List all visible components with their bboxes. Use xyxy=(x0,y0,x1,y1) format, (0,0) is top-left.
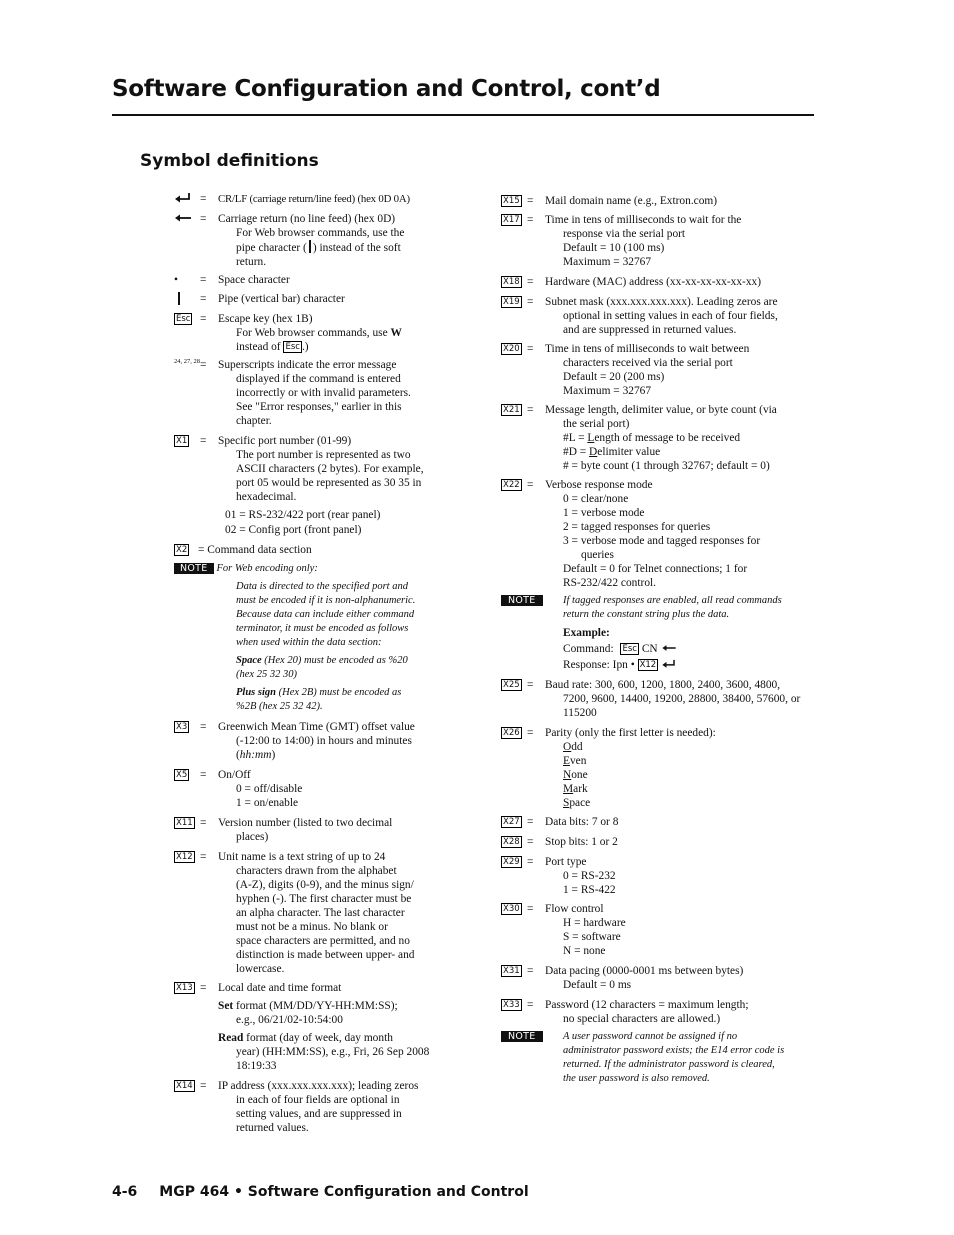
footer-text: MGP 464 • Software Configuration and Control xyxy=(159,1184,529,1200)
entry-x33: X33 = Password (12 characters = maximum length; no special characters are allowed.) xyxy=(503,999,749,1025)
note-tagged-responses: NOTE If tagged responses are enabled, all read commands return the constant string plus the data. Example: Command: Esc CN Response: Ipn • X12 xyxy=(501,594,819,672)
entry-x12: X12 = Unit name is a text string of up to 24 characters drawn from the alphabet (A-Z), digits (0-9), and the minus sign/ hyphen (-). The first character must be an alpha character. The last character must not be a minus. No blank or space characters are permitted, and no distinction is made between upper- and lowercase. xyxy=(176,851,415,975)
x27-box: X27 xyxy=(503,817,520,827)
entry-crlf: = CR/LF (carriage return/line feed) (hex 0D 0A) xyxy=(174,192,464,206)
x12-box: X12 xyxy=(176,852,193,862)
x1-box: X1 xyxy=(176,436,188,446)
entry-x5: X5 = On/Off 0 = off/disable 1 = on/enable xyxy=(176,769,303,809)
page-title: Software Configuration and Control, cont’d xyxy=(112,76,661,102)
entry-x20: X20 = Time in tens of milliseconds to wait between characters received via the serial port Default = 20 (200 ms) Maximum = 32767 xyxy=(503,343,750,397)
note-badge: NOTE xyxy=(501,1031,543,1042)
entry-superscripts: 24, 27, 28 = Superscripts indicate the error message displayed if the command is entered incorrectly or with invalid parameters. See "Error responses," earlier in this chapter. xyxy=(174,358,411,427)
x22-box: X22 xyxy=(503,480,520,490)
pipe-icon xyxy=(174,292,200,306)
x19-box: X19 xyxy=(503,297,520,307)
crlf-arrow-icon xyxy=(174,192,200,206)
x25-box: X25 xyxy=(503,680,520,690)
entry-x14: X14 = IP address (xxx.xxx.xxx.xxx); leading zeros in each of four fields are optional in setting values, and are suppressed in returned values. xyxy=(176,1080,419,1134)
note-web-encoding: NOTE For Web encoding only: Data is directed to the specified port and must be encoded if it is non-alphanumeric. Because data can include either command terminator, it must be encoded as follows when used within the data section: Space (Hex 20) must be encoded as %20 (hex 25 32 30) Plus sign (Hex 2B) must be encoded as %2B (hex 25 32 42). xyxy=(174,561,464,714)
entry-x3: X3 = Greenwich Mean Time (GMT) offset value (-12:00 to 14:00) in hours and minutes (hh:mm) xyxy=(176,721,415,761)
x5-box: X5 xyxy=(176,770,188,780)
entry-cr: = Carriage return (no line feed) (hex 0D) For Web browser commands, use the pipe character ( ) instead of the soft return. xyxy=(174,212,464,269)
entry-x1: X1 = Specific port number (01-99) The port number is represented as two ASCII characters (2 bytes). For example, port 05 would be represented as 30 35 in hexadecimal. 01 = RS-232/422 port (rear panel) 02 = Config port (front panel) xyxy=(176,435,424,536)
cr-arrow-icon xyxy=(661,643,677,653)
entry-esc: Esc = Escape key (hex 1B) For Web browser commands, use W instead of Esc .) xyxy=(176,313,402,353)
cr-arrow-icon xyxy=(174,212,200,226)
x14-box: X14 xyxy=(176,1081,193,1091)
x29-box: X29 xyxy=(503,857,520,867)
entry-x17: X17 = Time in tens of milliseconds to wait for the response via the serial port Default = 10 (100 ms) Maximum = 32767 xyxy=(503,214,742,268)
pipe-char-icon xyxy=(309,240,311,253)
entry-x19: X19 = Subnet mask (xxx.xxx.xxx.xxx). Leading zeros are optional in setting values in each of four fields, and are suppressed in returned values. xyxy=(503,296,778,336)
x28-box: X28 xyxy=(503,837,520,847)
x15-box: X15 xyxy=(503,196,520,206)
entry-x18: X18 = Hardware (MAC) address (xx-xx-xx-xx-xx-xx) xyxy=(503,276,762,288)
x17-box: X17 xyxy=(503,215,520,225)
page-number: 4-6 xyxy=(112,1184,138,1200)
x26-box: X26 xyxy=(503,728,520,738)
esc-key-box-inline: Esc xyxy=(285,342,300,352)
x2-box: X2 xyxy=(176,545,188,555)
x20-box: X20 xyxy=(503,344,520,354)
entry-pipe: = Pipe (vertical bar) character xyxy=(174,292,464,306)
x12-box: X12 xyxy=(639,660,657,670)
entry-x27: X27 = Data bits: 7 or 8 xyxy=(503,816,619,828)
x13-box: X13 xyxy=(176,983,193,993)
esc-key-box: Esc xyxy=(176,314,191,324)
entry-x30: X30 = Flow control H = hardware S = software N = none xyxy=(503,903,626,957)
entry-x29: X29 = Port type 0 = RS-232 1 = RS-422 xyxy=(503,856,616,896)
x21-box: X21 xyxy=(503,405,520,415)
section-title: Symbol definitions xyxy=(140,151,319,171)
crlf-arrow-icon xyxy=(661,659,677,669)
page-footer xyxy=(112,1185,529,1199)
x31-box: X31 xyxy=(503,966,520,976)
left-column xyxy=(174,192,464,1135)
title-rule xyxy=(112,114,814,116)
entry-x21: X21 = Message length, delimiter value, or byte count (via the serial port) #L = Length of message to be received #D = Delimiter value # = byte count (1 through 32767; default = 0) xyxy=(503,404,777,472)
esc-key-box: Esc xyxy=(622,644,637,654)
x30-box: X30 xyxy=(503,904,520,914)
note-badge: NOTE xyxy=(174,563,214,574)
entry-x15: X15 = Mail domain name (e.g., Extron.com) xyxy=(503,195,718,207)
entry-x13: X13 = Local date and time format Set format (MM/DD/YY-HH:MM:SS); e.g., 06/21/02-10:54:00 Read format (day of week, day month year) (HH:MM:SS), e.g., Fri, 26 Sep 2008 18:19:33 xyxy=(176,982,430,1072)
entry-space: • = Space character xyxy=(174,274,290,286)
entry-x11: X11 = Version number (listed to two decimal places) xyxy=(176,817,393,843)
entry-x2: X2 = Command data section xyxy=(176,544,312,556)
note-badge: NOTE xyxy=(501,595,543,606)
example-response: Response: Ipn • X12 xyxy=(563,658,819,672)
entry-x22: X22 = Verbose response mode 0 = clear/none 1 = verbose mode 2 = tagged responses for queries 3 = verbose mode and tagged responses for queries Default = 0 for Telnet connections; 1 for RS-232/422 control. xyxy=(503,479,761,589)
entry-x25: X25 = Baud rate: 300, 600, 1200, 1800, 2400, 3600, 4800, 7200, 9600, 14400, 19200, 28800, 38400, 57600, or 115200 xyxy=(503,679,801,719)
note-user-password: NOTE A user password cannot be assigned if no administrator password exists; the E14 error code is returned. If the administrator password is cleared, the user password is also removed. xyxy=(501,1030,819,1086)
x33-box: X33 xyxy=(503,1000,520,1010)
x11-box: X11 xyxy=(176,818,193,828)
x18-box: X18 xyxy=(503,277,520,287)
x3-box: X3 xyxy=(176,722,188,732)
right-column xyxy=(501,194,819,1086)
entry-x26: X26 = Parity (only the first letter is needed): Odd Even None Mark Space xyxy=(503,727,716,809)
entry-x28: X28 = Stop bits: 1 or 2 xyxy=(503,836,618,848)
entry-x31: X31 = Data pacing (0000-0001 ms between bytes) Default = 0 ms xyxy=(503,965,744,991)
example-command: Command: Esc CN xyxy=(563,642,819,656)
